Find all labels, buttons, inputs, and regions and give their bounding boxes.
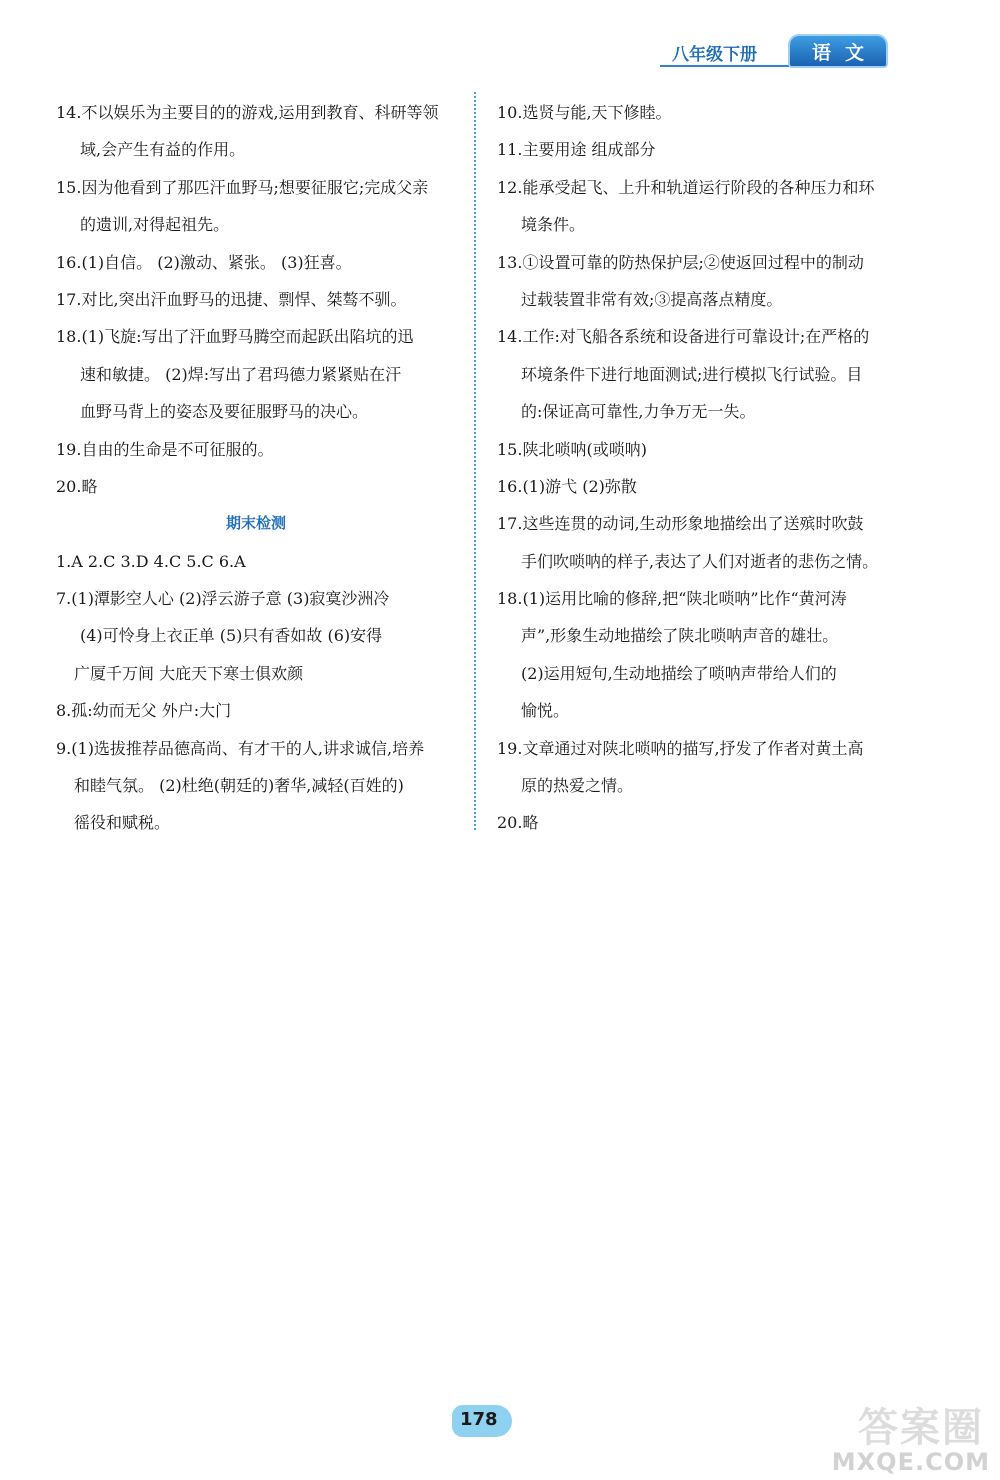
answer-line: 14.不以娱乐为主要目的的游戏,运用到教育、科研等领 bbox=[56, 103, 439, 122]
answer-line: 境条件。 bbox=[521, 215, 586, 235]
answer-line: 18.(1)运用比喻的修辞,把“陕北唢呐”比作“黄河涛 bbox=[497, 589, 847, 609]
answer-line: 过载装置非常有效;③提高落点精度。 bbox=[521, 289, 783, 309]
answer-line: 17.对比,突出汗血野马的迅捷、剽悍、桀骜不驯。 bbox=[56, 289, 407, 309]
answer-line: 19.自由的生命是不可征服的。 bbox=[56, 439, 274, 459]
answer-line: 原的热爱之情。 bbox=[521, 776, 634, 796]
answer-line: 20.略 bbox=[497, 813, 539, 833]
answer-line: 17.这些连贯的动词,生动形象地描绘出了送殡时吹鼓 bbox=[497, 514, 864, 534]
answer-line: 12.能承受起飞、上升和轨道运行阶段的各种压力和环 bbox=[497, 177, 875, 197]
left-column bbox=[56, 94, 456, 842]
answer-line: 19.文章通过对陕北唢呐的描写,抒发了作者对黄土高 bbox=[497, 738, 864, 758]
answer-line: (2)运用短句,生动地描绘了唢呐声带给人们的 bbox=[521, 663, 837, 683]
answer-line: 速和敏捷。 (2)焊:写出了君玛德力紧紧贴在汗 bbox=[80, 364, 402, 384]
answer-line: 20.略 bbox=[56, 476, 98, 496]
answer-line: 血野马背上的姿态及要征服野马的决心。 bbox=[80, 402, 369, 422]
answer-line: 15.陕北唢呐(或唢呐) bbox=[497, 439, 647, 459]
answer-line: 广厦千万间 大庇天下寒士俱欢颜 bbox=[74, 663, 304, 683]
page-header bbox=[660, 34, 900, 74]
answer-line: 声”,形象生动地描绘了陕北唢呐声音的雄壮。 bbox=[521, 626, 839, 646]
watermark-site: MXQE.COM bbox=[831, 1448, 990, 1476]
column-divider bbox=[474, 92, 476, 830]
answer-line: 和睦气氛。 (2)杜绝(朝廷的)奢华,减轻(百姓的) bbox=[74, 776, 404, 796]
answer-line: 16.(1)自信。 (2)激动、紧张。 (3)狂喜。 bbox=[56, 252, 352, 272]
grade-label: 八年级下册 bbox=[672, 45, 757, 65]
subject-label: 语文 bbox=[811, 42, 878, 64]
page-number: 178 bbox=[460, 1409, 498, 1430]
answer-line: 7.(1)潭影空人心 (2)浮云游子意 (3)寂寞沙洲冷 bbox=[56, 589, 390, 609]
answer-line: 9.(1)选拔推荐品德高尚、有才干的人,讲求诚信,培养 bbox=[56, 738, 425, 758]
answer-line: 18.(1)飞旋:写出了汗血野马腾空而起跃出陷坑的迅 bbox=[56, 327, 414, 347]
answer-line: 11.主要用途 组成部分 bbox=[497, 140, 656, 160]
right-column bbox=[497, 94, 897, 842]
answer-line: 14.工作:对飞船各系统和设备进行可靠设计;在严格的 bbox=[497, 327, 870, 347]
answer-line: 的:保证高可靠性,力争万无一失。 bbox=[521, 402, 756, 422]
watermark-logo: 答案圈 bbox=[858, 1405, 984, 1451]
answer-line: 手们吹唢呐的样子,表达了人们对逝者的悲伤之情。 bbox=[521, 551, 879, 571]
answer-line: 16.(1)游弋 (2)弥散 bbox=[497, 476, 637, 496]
answer-line: 环境条件下进行地面测试;进行模拟飞行试验。目 bbox=[521, 364, 863, 384]
answer-line: 愉悦。 bbox=[521, 701, 570, 721]
section-title: 期末检测 bbox=[225, 514, 286, 533]
answer-line: 1.A 2.C 3.D 4.C 5.C 6.A bbox=[56, 551, 246, 571]
answer-line: 15.因为他看到了那匹汗血野马;想要征服它;完成父亲 bbox=[56, 177, 429, 197]
answer-line: 域,会产生有益的作用。 bbox=[80, 140, 246, 160]
answer-line: 徭役和赋税。 bbox=[74, 813, 171, 833]
watermark bbox=[818, 1396, 996, 1478]
subject-tab bbox=[790, 36, 886, 66]
answer-line: 8.孤:幼而无父 外户:大门 bbox=[56, 701, 232, 721]
answer-line: (4)可怜身上衣正单 (5)只有香如故 (6)安得 bbox=[80, 626, 383, 646]
answer-line: 的遗训,对得起祖先。 bbox=[80, 215, 230, 235]
page-number-badge bbox=[452, 1405, 512, 1437]
answer-line: 10.选贤与能,天下修睦。 bbox=[497, 103, 672, 122]
answer-line: 13.①设置可靠的防热保护层;②使返回过程中的制动 bbox=[497, 252, 864, 272]
